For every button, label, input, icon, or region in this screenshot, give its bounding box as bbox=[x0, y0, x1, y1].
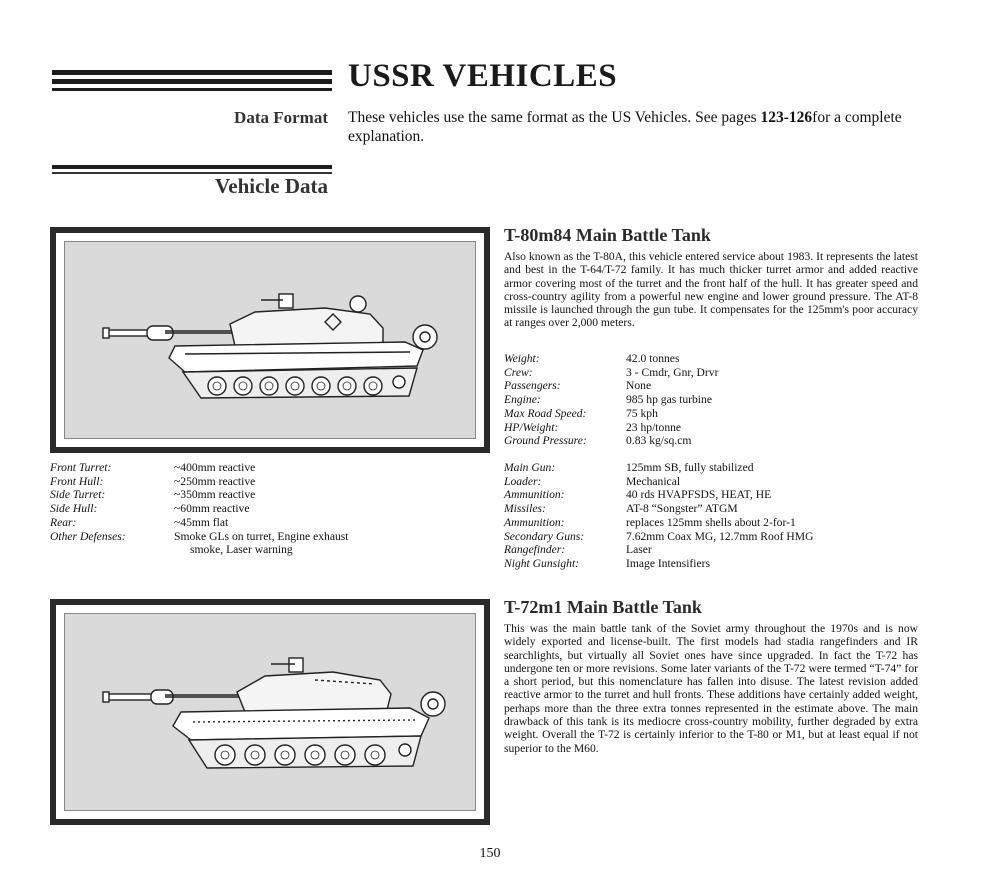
t80-specs-performance bbox=[504, 352, 924, 448]
spec-label: Weight: bbox=[504, 352, 540, 365]
t72-illustration-frame bbox=[50, 599, 490, 825]
spec-row bbox=[504, 434, 924, 448]
armor-label: Rear: bbox=[50, 515, 77, 529]
t80-illustration-frame bbox=[50, 227, 490, 453]
spec-label: Night Gunsight: bbox=[504, 556, 580, 570]
spec-label: Ammunition: bbox=[504, 488, 565, 502]
t80-description: Also known as the T-80A, this vehicle entered service about 1983. It represents the latest and best in the T-64/T-72 family. It has much thicker turret armor and added reactive armor covering most of the turret and the front half of the hull. It has greater speed and cross-country agility from a powerful new engine and lower ground pressure. The AT-8 missile is launched through the gun tube. It compensates for the 125mm's poor accuracy at ranges over 2,000 meters. bbox=[504, 250, 918, 330]
t72-title: T-72m1 Main Battle Tank bbox=[504, 597, 702, 617]
spec-value: 3 - Cmdr, Gnr, Drvr bbox=[626, 365, 719, 379]
intro-text-after: for a complete explanation. bbox=[348, 109, 902, 145]
spec-value: 23 hp/tonne bbox=[626, 420, 682, 434]
spec-value: 42.0 tonnes bbox=[626, 352, 680, 365]
spec-row bbox=[504, 488, 924, 502]
header-rule-bottom bbox=[52, 88, 332, 91]
spec-row bbox=[504, 502, 924, 516]
spec-row bbox=[504, 379, 924, 393]
spec-row bbox=[504, 352, 924, 366]
page-number: 150 bbox=[479, 846, 501, 861]
armor-row bbox=[50, 461, 390, 475]
t80-specs-armament bbox=[504, 461, 924, 571]
armor-label: Side Turret: bbox=[50, 488, 106, 502]
spec-value: 75 kph bbox=[626, 406, 658, 420]
armor-value: ~400mm reactive bbox=[174, 461, 256, 474]
armor-label: Front Turret: bbox=[50, 461, 112, 474]
spec-label: Main Gun: bbox=[504, 461, 556, 474]
spec-label: HP/Weight: bbox=[504, 420, 559, 434]
spec-label: Ground Pressure: bbox=[504, 434, 587, 448]
armor-value: ~45mm flat bbox=[174, 515, 229, 529]
spec-label: Crew: bbox=[504, 365, 533, 379]
spec-row bbox=[504, 557, 924, 571]
armor-value-line1: Smoke GLs on turret, Engine exhaust bbox=[174, 529, 349, 543]
armor-row bbox=[50, 516, 390, 530]
spec-row bbox=[504, 461, 924, 475]
armor-value: ~250mm reactive bbox=[174, 474, 256, 488]
t80-armor-specs bbox=[50, 461, 390, 557]
armor-value: ~60mm reactive bbox=[174, 502, 250, 516]
spec-row bbox=[504, 475, 924, 489]
armor-value: ~350mm reactive bbox=[174, 488, 256, 502]
spec-label: Max Road Speed: bbox=[504, 406, 587, 420]
spec-value: 125mm SB, fully stabilized bbox=[626, 461, 754, 474]
armor-label: Side Hull: bbox=[50, 502, 98, 516]
spec-value: Laser bbox=[626, 543, 652, 557]
spec-label: Ammunition: bbox=[504, 515, 565, 529]
spec-label: Secondary Guns: bbox=[504, 529, 585, 543]
armor-value bbox=[174, 530, 390, 557]
armor-row bbox=[50, 502, 390, 516]
data-format-text bbox=[348, 108, 948, 146]
spec-value: 985 hp gas turbine bbox=[626, 393, 712, 407]
spec-label: Engine: bbox=[504, 393, 541, 407]
spec-value: 7.62mm Coax MG, 12.7mm Roof HMG bbox=[626, 529, 814, 543]
armor-label: Front Hull: bbox=[50, 474, 104, 488]
spec-row bbox=[504, 407, 924, 421]
spec-row bbox=[504, 530, 924, 544]
t80-illustration bbox=[64, 241, 476, 439]
spec-row bbox=[504, 516, 924, 530]
spec-value: 40 rds HVAPFSDS, HEAT, HE bbox=[626, 488, 772, 502]
intro-page-ref: 123-126 bbox=[760, 109, 813, 126]
header-rule-top bbox=[52, 70, 332, 75]
spec-value: Image Intensifiers bbox=[626, 556, 711, 570]
spec-row bbox=[504, 366, 924, 380]
armor-row bbox=[50, 475, 390, 489]
intro-text-before: These vehicles use the same format as the US Vehicles. See pages bbox=[348, 109, 761, 126]
spec-row bbox=[504, 393, 924, 407]
spec-label: Passengers: bbox=[504, 379, 561, 393]
t72-description: This was the main battle tank of the Soviet army throughout the 1970s and is now widely exported and license-built. The first models had stadia rangefinders and IR searchlights, but virtually all Soviet ones have since upgraded. In fact the T-72 has undergone ten or more revisions. Some later variants of the T-72 were termed “T-74” for a short period, but this nomenclature has fallen into disuse. The latest revision added reactive armor to the turret and hull fronts. These additions have certainly added weight, perhaps more than the three extra tonnes represented in the estimate above. The main drawback of this tank is its mediocre cross-country mobility, further degraded by extra weight. Overall the T-72 is certainly inferior to the T-80 or M1, but at least equal if not superior to the M60. bbox=[504, 622, 918, 755]
spec-label: Loader: bbox=[504, 474, 542, 488]
spec-value: AT-8 “Songster” ATGM bbox=[626, 502, 738, 516]
spec-value: Mechanical bbox=[626, 474, 681, 488]
section-rule bbox=[52, 165, 332, 169]
t80-title: T-80m84 Main Battle Tank bbox=[504, 225, 711, 245]
spec-label: Rangefinder: bbox=[504, 543, 566, 557]
armor-row bbox=[50, 530, 390, 557]
armor-value-line2: smoke, Laser warning bbox=[190, 543, 293, 557]
t72-illustration bbox=[64, 613, 476, 811]
page-title: USSR VEHICLES bbox=[348, 58, 618, 94]
header-rule-mid bbox=[52, 79, 332, 84]
spec-row bbox=[504, 543, 924, 557]
t80-tank-drawing bbox=[65, 242, 475, 438]
spec-label: Missiles: bbox=[504, 502, 546, 516]
armor-row bbox=[50, 488, 390, 502]
data-format-heading: Data Format bbox=[234, 108, 328, 127]
spec-value: replaces 125mm shells about 2-for-1 bbox=[626, 515, 796, 529]
spec-value: 0.83 kg/sq.cm bbox=[626, 434, 692, 448]
spec-row bbox=[504, 421, 924, 435]
armor-label: Other Defenses: bbox=[50, 529, 126, 543]
spec-value: None bbox=[626, 379, 652, 393]
t72-tank-drawing bbox=[65, 614, 475, 810]
vehicle-data-heading: Vehicle Data bbox=[215, 174, 328, 198]
